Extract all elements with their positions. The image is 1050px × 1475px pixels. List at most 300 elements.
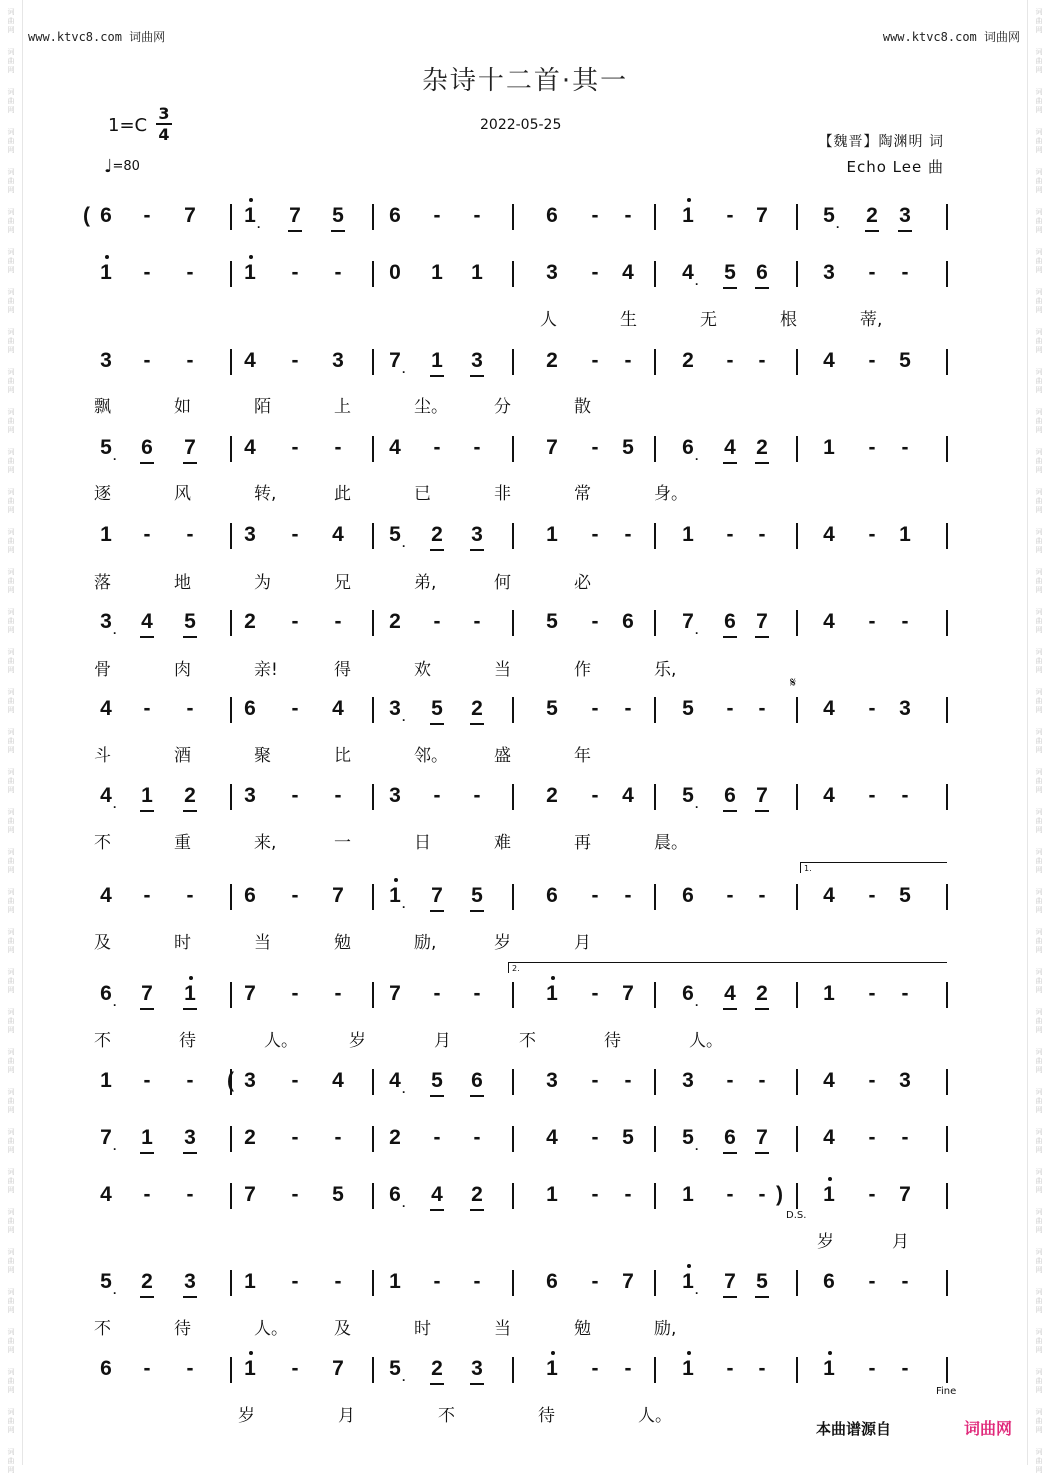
watermark-text: 词 曲 网 [1035,8,1043,34]
watermark-text: 词 曲 网 [1035,328,1043,354]
note [323,1067,353,1095]
note [715,782,745,810]
note-value: 1 [546,523,558,546]
lyricist: 【魏晋】陶渊明 词 [818,134,944,150]
note [132,1124,162,1152]
watermark-text: 词 曲 网 [1035,968,1043,994]
note [380,434,410,462]
note-value: - [291,982,299,1005]
watermark-text: 词 曲 网 [1035,1048,1043,1074]
note-value: 3 [899,1069,911,1092]
lyric-char: 月 [338,1406,355,1426]
bar-line [654,436,656,462]
note-value: 3 [471,523,483,546]
lyric-char: 月 [574,933,591,953]
bar-line [946,697,948,723]
note [890,347,920,375]
note-value: - [901,982,909,1005]
bar-line [372,261,374,287]
underline [470,723,484,725]
underline [723,462,737,464]
note [280,695,310,723]
bar-line [654,261,656,287]
note [890,608,920,636]
note-value: - [901,784,909,807]
note [380,259,410,287]
note-value: 3 [100,349,112,372]
note-value: 5 [899,884,911,907]
note-value: 7 [244,1183,256,1206]
note [537,1355,567,1383]
note-value: 3 [184,1126,196,1149]
lyric-char: 人 [540,310,557,330]
bar-line [796,1270,798,1296]
note-value: - [433,982,441,1005]
watermark-text: 词 曲 网 [7,448,15,474]
lyric-char: 如 [174,397,191,417]
note-value: 1 [546,982,558,1005]
note [380,695,410,727]
note-value: - [143,697,151,720]
note-value: 6 [622,610,634,633]
paren: ( [83,204,90,227]
note-value: 7 [622,982,634,1005]
note [747,1124,777,1152]
note [91,608,121,640]
bar-line [512,1183,514,1209]
fine-mark: Fine [936,1386,957,1397]
note [747,980,777,1008]
composer: Echo Lee 曲 [846,158,944,176]
note [580,521,610,549]
bar-line [796,884,798,910]
bar-line [796,1357,798,1383]
bar-line [230,436,232,462]
watermark-text: 词 曲 网 [1035,448,1043,474]
underline [140,462,154,464]
score-row [0,1268,1050,1339]
note-value: 4 [823,610,835,633]
lyric-char: 转, [254,484,277,504]
note [613,608,643,636]
note [323,347,353,375]
high-octave-dot [105,255,109,259]
note-value: - [901,261,909,284]
note [462,608,492,636]
note [91,1124,121,1156]
note [857,608,887,636]
bar-line [372,204,374,230]
note [580,259,610,287]
note-value: 6 [724,1126,736,1149]
note [235,1268,265,1296]
note-value: - [901,1270,909,1293]
note-value: 5 [332,204,344,227]
underline [183,810,197,812]
note-value: 6 [244,884,256,907]
note [613,1268,643,1296]
bar-line [796,523,798,549]
note-value: - [473,982,481,1005]
note-value: - [868,784,876,807]
note [890,980,920,1008]
note-value: - [758,1357,766,1380]
note [175,782,205,810]
note [747,782,777,810]
note-value: 1 [141,1126,153,1149]
note [537,434,567,462]
watermark-text: 词 曲 网 [1035,408,1043,434]
note-value: 4 [389,1069,401,1092]
note-value: 7 [756,610,768,633]
note [462,434,492,462]
note-value: 1 [431,349,443,372]
note [175,980,205,1008]
note-value: 6 [823,1270,835,1293]
augmentation-dot: · [695,800,699,814]
note-value: 3 [546,1069,558,1092]
lyric-char: 人。 [254,1319,288,1339]
note-value: 1 [682,1270,694,1293]
augmentation-dot: · [113,998,117,1012]
note-value: 5 [622,436,634,459]
note [715,347,745,375]
note-value: - [901,1126,909,1149]
note-value: - [143,1183,151,1206]
note-value: - [726,1183,734,1206]
note [857,695,887,723]
underline [898,230,912,232]
watermark-text: 词 曲 网 [1035,208,1043,234]
watermark-text: 词 曲 网 [1035,1168,1043,1194]
note-value: - [473,1126,481,1149]
watermark-text: 词 曲 网 [1035,528,1043,554]
note [462,202,492,230]
note [715,980,745,1008]
note [613,259,643,287]
lyric-char: 待 [179,1031,196,1051]
bar-line [230,349,232,375]
note [422,202,452,230]
note-value: 2 [184,784,196,807]
note [814,202,844,234]
bar-line [230,1183,232,1209]
lyric-char: 飘 [94,397,111,417]
high-octave-dot [249,1351,253,1355]
note-value: 1 [682,204,694,227]
note [857,1268,887,1296]
lyric-char: 当 [254,933,271,953]
note [890,1181,920,1209]
note [673,782,703,814]
note [580,434,610,462]
note [747,608,777,636]
note-value: - [186,884,194,907]
note-value: 1 [899,523,911,546]
note [537,882,567,910]
note-value: - [291,1126,299,1149]
underline [470,1209,484,1211]
augmentation-dot: · [113,1286,117,1300]
note-value: 4 [332,697,344,720]
note-value: 3 [899,204,911,227]
note [422,521,452,549]
note-value: - [291,1183,299,1206]
bar-line [230,1270,232,1296]
note [422,1181,452,1209]
watermark-text: 词 曲 网 [7,88,15,114]
watermark-text: 词 曲 网 [7,688,15,714]
note-value: - [758,349,766,372]
watermark-text: 词 曲 网 [1035,128,1043,154]
note [537,259,567,287]
note [890,1268,920,1296]
note-value: 7 [289,204,301,227]
watermark-text: 词 曲 网 [1035,488,1043,514]
watermark-text: 词 曲 网 [1035,848,1043,874]
note [91,259,121,287]
note [462,882,492,910]
bar-line [796,982,798,1008]
watermark-text: 词 曲 网 [7,808,15,834]
note [814,1268,844,1296]
note-value: - [291,784,299,807]
note-value: 6 [471,1069,483,1092]
note-value: 2 [546,349,558,372]
note-value: - [433,784,441,807]
note [747,1067,777,1095]
note [715,608,745,636]
watermark-text: 词 曲 网 [7,248,15,274]
augmentation-dot: · [113,800,117,814]
bar-line [946,1069,948,1095]
note-value: 1 [100,1069,112,1092]
watermark-text: 词 曲 网 [7,768,15,794]
score-row [0,1124,1050,1164]
underline [865,230,879,232]
note [580,1124,610,1152]
source-brand-link[interactable]: 词曲网 [964,1419,1013,1438]
note-value: - [334,1126,342,1149]
watermark-text: 词 曲 网 [7,928,15,954]
note-value: - [186,1357,194,1380]
note-value: - [868,261,876,284]
time-signature [156,104,172,144]
note [132,1355,162,1383]
note-value: 5 [471,884,483,907]
note [132,608,162,636]
note-value: 7 [724,1270,736,1293]
note [462,1124,492,1152]
watermark-text: 词 曲 网 [7,1408,15,1434]
watermark-text: 词 曲 网 [7,128,15,154]
note [132,1067,162,1095]
note [890,434,920,462]
note-value: 1 [823,1357,835,1380]
note-value: - [291,436,299,459]
note-value: 2 [546,784,558,807]
lyric-char: 时 [414,1319,431,1339]
note-value: 1 [682,1357,694,1380]
note [857,980,887,1008]
note [814,782,844,810]
lyric-char: 不 [94,1319,111,1339]
watermark-text: 词 曲 网 [1035,808,1043,834]
augmentation-dot: · [695,1142,699,1156]
lyric-char: 勉 [574,1319,591,1339]
note-value: 4 [431,1183,443,1206]
note [537,1067,567,1095]
underline [430,549,444,551]
note-value: 7 [184,436,196,459]
lyric-char: 必 [574,573,591,593]
augmentation-dot: · [402,1199,406,1213]
note [857,1124,887,1152]
note-value: 7 [682,610,694,633]
bar-line [946,1126,948,1152]
note-value: 3 [244,784,256,807]
note [814,434,844,462]
note-value: - [624,697,632,720]
note-value: 7 [546,436,558,459]
note [462,695,492,723]
lyric-char: 分 [494,397,511,417]
watermark-text: 词 曲 网 [1035,1448,1043,1474]
note-value: 7 [389,349,401,372]
note [715,259,745,287]
note-value: - [758,884,766,907]
site-url-right[interactable]: www.ktvc8.com 词曲网 [882,30,1020,44]
note [323,882,353,910]
note [235,1181,265,1209]
note [462,980,492,1008]
note-value: 4 [100,1183,112,1206]
note [380,1355,410,1387]
note-value: 5 [682,784,694,807]
note-value: - [591,261,599,284]
note [422,434,452,462]
lyric-char: 根 [780,310,797,330]
score-row [0,202,1050,242]
bar-line [512,697,514,723]
lyric-char: 岁 [238,1406,255,1426]
note-value: 3 [389,697,401,720]
underline [430,1383,444,1385]
bar-line [946,884,948,910]
note [280,434,310,462]
note [280,521,310,549]
augmentation-dot: · [836,220,840,234]
note-value: 6 [682,884,694,907]
note [175,434,205,462]
watermark-text: 词 曲 网 [1035,1208,1043,1234]
note-value: - [726,697,734,720]
note-value: 6 [682,982,694,1005]
note [537,695,567,723]
underline [470,1383,484,1385]
bar-line [512,1069,514,1095]
note [715,521,745,549]
note-value: - [291,523,299,546]
note [422,782,452,810]
lyric-char: 不 [94,1031,111,1051]
watermark-text: 词 曲 网 [1035,88,1043,114]
note [235,980,265,1008]
bar-line [372,884,374,910]
lyric-char: 得 [334,660,351,680]
high-octave-dot [687,198,691,202]
bar-line [372,349,374,375]
watermark-text: 词 曲 网 [1035,768,1043,794]
watermark-text: 词 曲 网 [1035,1288,1043,1314]
bar-line [372,1069,374,1095]
lyric-char: 此 [334,484,351,504]
watermark-text: 词 曲 网 [1035,1128,1043,1154]
note [747,347,777,375]
tempo-marking [104,156,140,177]
note-value: 3 [332,349,344,372]
lyric-char: 肉 [174,660,191,680]
note [380,1268,410,1296]
note [890,202,920,230]
augmentation-dot: · [695,452,699,466]
note-value: - [186,697,194,720]
lyric-char: 岁 [494,933,511,953]
note [857,202,887,230]
note-value: - [726,523,734,546]
note [890,695,920,723]
note [280,1355,310,1383]
underline [140,1296,154,1298]
site-url-left[interactable]: www.ktvc8.com 词曲网 [28,30,166,44]
note-value: - [726,349,734,372]
page-title: 杂诗十二首·其一 [421,66,629,96]
note-value: - [291,1357,299,1380]
note-value: - [334,784,342,807]
note-value: 4 [823,349,835,372]
volta-2 [508,962,947,973]
note-value: 4 [332,523,344,546]
watermark-text: 词 曲 网 [7,568,15,594]
note-value: 4 [823,884,835,907]
lyric-char: 身。 [654,484,688,504]
watermark-text: 词 曲 网 [7,648,15,674]
note-value: - [291,1270,299,1293]
lyric-char: 酒 [174,746,191,766]
note-value: 1 [431,261,443,284]
note-value: - [591,884,599,907]
note [132,782,162,810]
underline [183,1152,197,1154]
note [613,521,643,549]
note-value: 6 [756,261,768,284]
note [132,347,162,375]
note-value: 4 [622,784,634,807]
note [673,695,703,723]
note [380,1124,410,1152]
lyric-char: 逐 [94,484,111,504]
note [462,1268,492,1296]
note-value: 4 [100,784,112,807]
note-value: - [624,349,632,372]
underline [755,287,769,289]
volta-2-label: 2. [512,964,520,973]
note [673,259,703,291]
bar-line [946,1183,948,1209]
high-octave-dot [189,976,193,980]
underline [288,230,302,232]
watermark-text: 词 曲 网 [1035,728,1043,754]
